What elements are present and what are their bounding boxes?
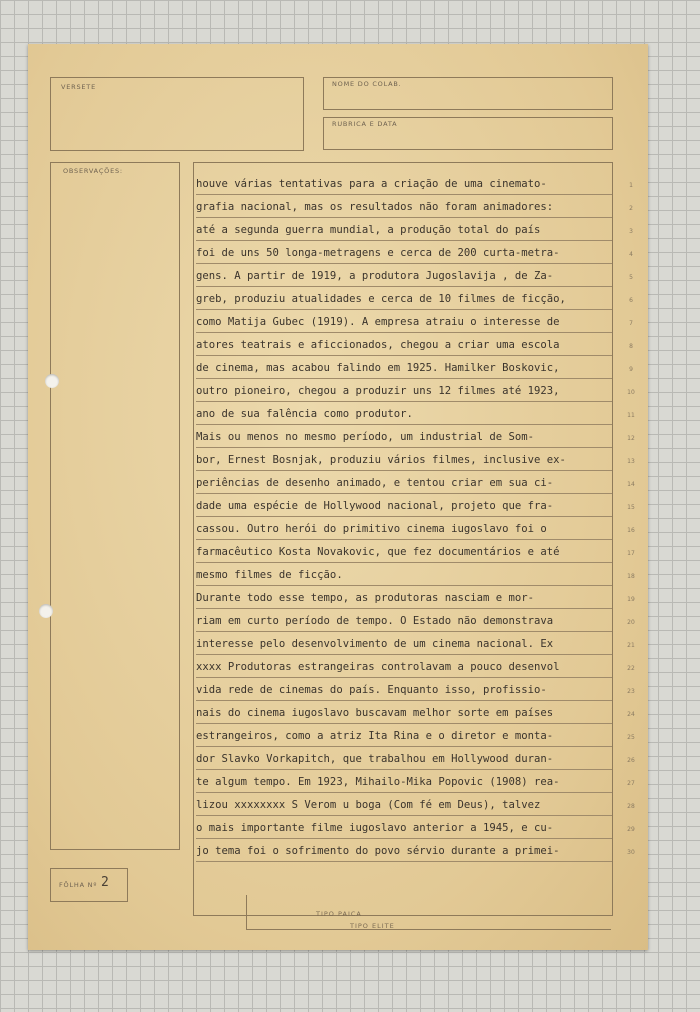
line-number: 11 — [627, 412, 635, 419]
line-number: 10 — [627, 389, 635, 396]
line-number: 12 — [627, 435, 635, 442]
typed-line: bor, Ernest Bosnjak, produziu vários filmes, inclusive ex- — [196, 450, 612, 471]
line-number: 14 — [627, 481, 635, 488]
typed-line: outro pioneiro, chegou a produzir uns 12 filmes até 1923, — [196, 381, 612, 402]
line-number: 27 — [627, 780, 635, 787]
typed-line: vida rede de cinemas do país. Enquanto isso, profissio- — [196, 680, 612, 701]
line-number: 22 — [627, 665, 635, 672]
nome-do-colab-label: NOME DO COLAB. — [332, 80, 402, 88]
typewriter-form-sheet — [28, 44, 648, 950]
typed-line: greb, produziu atualidades e cerca de 10 filmes de ficção, — [196, 289, 612, 310]
observacoes-label: OBSERVAÇÕES: — [63, 167, 123, 175]
line-number: 16 — [627, 527, 635, 534]
line-number: 3 — [629, 228, 633, 235]
typed-line: Durante todo esse tempo, as produtoras nasciam e mor- — [196, 588, 612, 609]
typed-line: cassou. Outro herói do primitivo cinema iugoslavo foi o — [196, 519, 612, 540]
typed-line: gens. A partir de 1919, a produtora Jugoslavija , de Za- — [196, 266, 612, 287]
versete-label: VERSETE — [61, 83, 96, 91]
typed-line: ano de sua falência como produtor. — [196, 404, 612, 425]
line-number: 2 — [629, 205, 633, 212]
tipo-elite-label: TIPO ELITE — [350, 922, 395, 930]
line-number: 5 — [629, 274, 633, 281]
line-number: 17 — [627, 550, 635, 557]
line-number: 20 — [627, 619, 635, 626]
line-number: 25 — [627, 734, 635, 741]
typed-line: como Matija Gubec (1919). A empresa atraiu o interesse de — [196, 312, 612, 333]
typed-line: periências de desenho animado, e tentou criar em sua ci- — [196, 473, 612, 494]
typed-line: grafia nacional, mas os resultados não foram animadores: — [196, 197, 612, 218]
typed-line: de cinema, mas acabou falindo em 1925. Hamilker Boskovic, — [196, 358, 612, 379]
typed-line: dor Slavko Vorkapitch, que trabalhou em Hollywood duran- — [196, 749, 612, 770]
typed-line: estrangeiros, como a atriz Ita Rina e o diretor e monta- — [196, 726, 612, 747]
line-number: 21 — [627, 642, 635, 649]
line-number: 26 — [627, 757, 635, 764]
line-number: 15 — [627, 504, 635, 511]
line-number: 8 — [629, 343, 633, 350]
rubrica-e-data-label: RUBRICA E DATA — [332, 120, 398, 128]
typed-line: riam em curto período de tempo. O Estado não demonstrava — [196, 611, 612, 632]
line-number: 29 — [627, 826, 635, 833]
line-number-column — [28, 44, 648, 950]
typed-line: até a segunda guerra mundial, a produção total do país — [196, 220, 612, 241]
typed-line: farmacêutico Kosta Novakovic, que fez documentários e até — [196, 542, 612, 563]
typed-line: jo tema foi o sofrimento do povo sérvio durante a primei- — [196, 841, 612, 862]
typed-line: mesmo filmes de ficção. — [196, 565, 612, 586]
typed-line: foi de uns 50 longa-metragens e cerca de 200 curta-metra- — [196, 243, 612, 264]
line-number: 24 — [627, 711, 635, 718]
folha-label: FÔLHA Nº — [59, 881, 98, 889]
typed-line: te algum tempo. Em 1923, Mihailo-Mika Popovic (1908) rea- — [196, 772, 612, 793]
typed-line: lizou xxxxxxxx S Verom u boga (Com fé em Deus), talvez — [196, 795, 612, 816]
typed-line: nais do cinema iugoslavo buscavam melhor sorte em países — [196, 703, 612, 724]
tipo-paica-label: TIPO PAICA — [316, 910, 362, 918]
line-number: 7 — [629, 320, 633, 327]
page-number: 2 — [101, 875, 109, 890]
line-number: 1 — [629, 182, 633, 189]
typed-line: dade uma espécie de Hollywood nacional, projeto que fra- — [196, 496, 612, 517]
line-number: 6 — [629, 297, 633, 304]
typed-line: xxxx Produtoras estrangeiras controlavam a pouco desenvol — [196, 657, 612, 678]
typed-line: houve várias tentativas para a criação de uma cinemato- — [196, 174, 612, 195]
typed-line: Mais ou menos no mesmo período, um industrial de Som- — [196, 427, 612, 448]
typed-line: o mais importante filme iugoslavo anterior a 1945, e cu- — [196, 818, 612, 839]
typed-line: interesse pelo desenvolvimento de um cinema nacional. Ex — [196, 634, 612, 655]
line-number: 13 — [627, 458, 635, 465]
line-number: 18 — [627, 573, 635, 580]
line-number: 4 — [629, 251, 633, 258]
typed-line: atores teatrais e aficcionados, chegou a criar uma escola — [196, 335, 612, 356]
line-number: 23 — [627, 688, 635, 695]
line-number: 19 — [627, 596, 635, 603]
line-number: 9 — [629, 366, 633, 373]
line-number: 30 — [627, 849, 635, 856]
line-number: 28 — [627, 803, 635, 810]
